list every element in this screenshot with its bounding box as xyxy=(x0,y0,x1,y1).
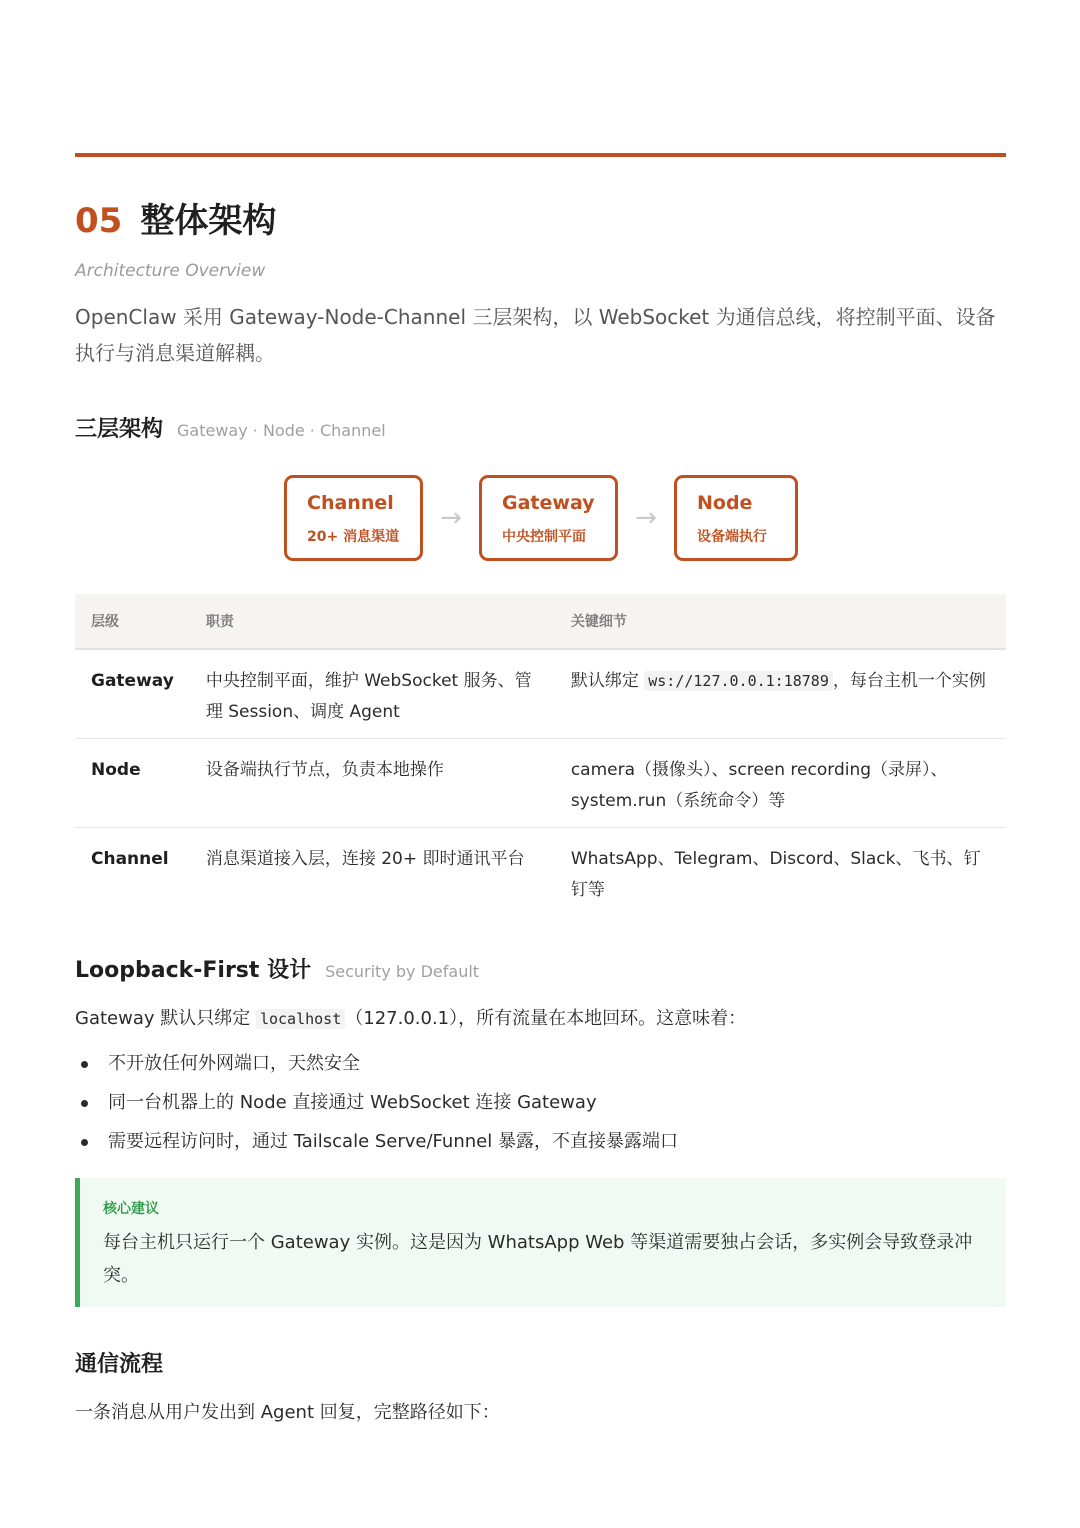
intro-text: （127.0.0.1），所有流量在本地回环。这意味着： xyxy=(345,1008,747,1029)
detail-text: 默认绑定 xyxy=(570,671,645,691)
layer-cell: Channel xyxy=(91,849,169,869)
detail-text: ，每台主机一个实例 xyxy=(832,671,986,691)
top-divider xyxy=(75,153,1006,157)
table-row xyxy=(75,828,1006,919)
list-item xyxy=(75,1087,678,1126)
loopback-heading xyxy=(75,953,479,984)
flow-box-sub: 中央控制平面 xyxy=(502,529,586,545)
section-number: 05 xyxy=(75,201,123,241)
section-subtitle: Architecture Overview xyxy=(75,261,266,281)
arrow-right-icon: → xyxy=(440,503,462,533)
comm-heading xyxy=(75,1347,163,1378)
flow-box-title: Node xyxy=(697,492,753,514)
flow-box-channel xyxy=(284,475,423,561)
duty-cell: 消息渠道接入层，连接 20+ 即时通讯平台 xyxy=(205,849,525,869)
layer-cell: Node xyxy=(75,739,190,828)
duty-cell: 中央控制平面，维护 WebSocket 服务、管理 Session、调度 Agent xyxy=(190,649,555,739)
list-item-text: 需要远程访问时，通过 Tailscale Serve/Funnel 暴露，不直接暴露端口 xyxy=(108,1131,678,1152)
architecture-table xyxy=(75,594,1006,918)
layer-cell: Gateway xyxy=(75,649,190,739)
tip-label: 核心建议 xyxy=(103,1201,159,1217)
code-snippet: ws://127.0.0.1:18789 xyxy=(644,671,833,691)
flow-box-gateway xyxy=(479,475,618,561)
table-header-row xyxy=(75,594,1006,649)
flow-box-sub: 20+ 消息渠道 xyxy=(307,529,400,545)
section-title: 整体架构 xyxy=(140,201,277,241)
list-item xyxy=(75,1048,678,1087)
intro-text: Gateway 默认只绑定 xyxy=(75,1008,256,1029)
heading-text: Loopback-First 设计 xyxy=(75,958,312,983)
bullet-icon xyxy=(81,1100,88,1107)
loopback-bullet-list xyxy=(75,1048,678,1165)
tip-callout xyxy=(75,1178,1006,1307)
code-snippet: localhost xyxy=(256,1009,345,1029)
table-row xyxy=(75,739,1006,828)
flow-box-sub: 设备端执行 xyxy=(697,529,767,545)
tip-body: 每台主机只运行一个 Gateway 实例。这是因为 WhatsApp Web 等渠道需要独占会话，多实例会导致登录冲突。 xyxy=(103,1232,973,1286)
heading-text: 通信流程 xyxy=(75,1352,164,1377)
list-item xyxy=(75,1126,678,1165)
column-header: 层级 xyxy=(75,594,190,649)
flow-box-title: Channel xyxy=(307,492,394,514)
column-header: 职责 xyxy=(190,594,555,649)
three-layer-heading xyxy=(75,412,386,443)
list-item-text: 同一台机器上的 Node 直接通过 WebSocket 连接 Gateway xyxy=(108,1092,597,1113)
heading-aside: Gateway · Node · Channel xyxy=(177,421,386,440)
flow-box-title: Gateway xyxy=(502,492,595,514)
table-row xyxy=(75,649,1006,739)
heading-aside: Security by Default xyxy=(325,962,480,981)
bullet-icon xyxy=(81,1139,88,1146)
detail-cell: camera（摄像头）、screen recording（录屏）、system.run（系统命令）等 xyxy=(555,739,1006,828)
flow-box-node xyxy=(674,475,798,561)
loopback-intro xyxy=(75,1004,746,1030)
section-header xyxy=(75,193,276,242)
comm-intro: 一条消息从用户发出到 Agent 回复，完整路径如下： xyxy=(75,1402,500,1423)
detail-cell: WhatsApp、Telegram、Discord、Slack、飞书、钉钉等 xyxy=(570,849,981,900)
section-intro: OpenClaw 采用 Gateway-Node-Channel 三层架构，以 WebSocket 为通信总线，将控制平面、设备执行与消息渠道解耦。 xyxy=(75,305,996,365)
list-item-text: 不开放任何外网端口，天然安全 xyxy=(108,1053,360,1074)
architecture-flow-diagram xyxy=(284,475,798,561)
arrow-right-icon: → xyxy=(635,503,657,533)
detail-cell xyxy=(555,649,1006,739)
heading-text: 三层架构 xyxy=(75,417,164,442)
bullet-icon xyxy=(81,1061,88,1068)
duty-cell: 设备端执行节点，负责本地操作 xyxy=(190,739,555,828)
column-header: 关键细节 xyxy=(555,594,1006,649)
